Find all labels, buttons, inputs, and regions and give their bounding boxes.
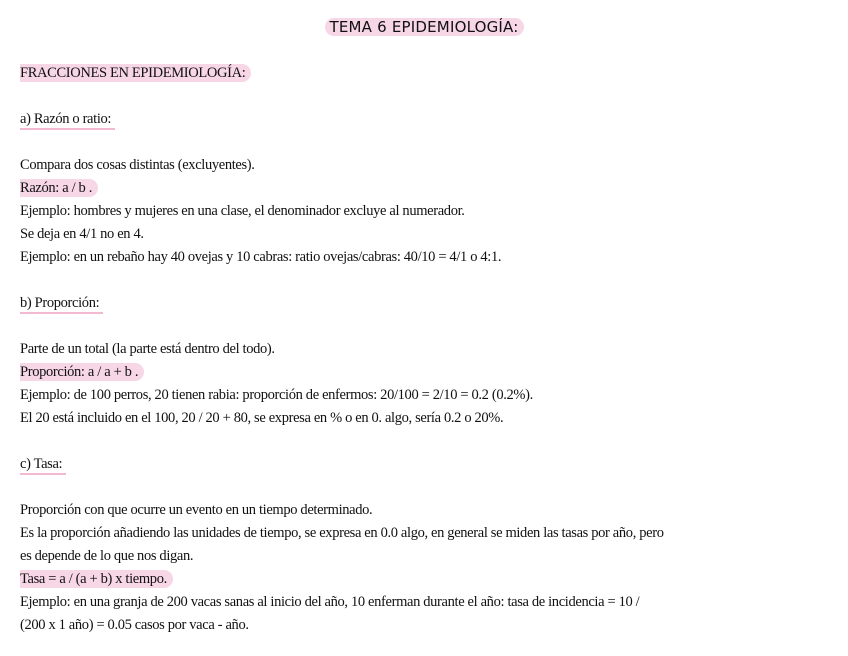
heading-b-row (20, 292, 820, 314)
proporcion-formula-row (20, 361, 820, 383)
heading-proporcion: b) Proporción: (20, 295, 103, 314)
tasa-line-1: Proporción con que ocurre un evento en un tiempo determinado. (20, 502, 373, 518)
page-title: TEMA 6 EPIDEMIOLOGÍA: (325, 18, 524, 36)
tasa-line-6: (200 x 1 año) = 0.05 casos por vaca - año. (20, 617, 249, 633)
razon-formula-row (20, 177, 820, 199)
razon-line-1: Compara dos cosas distintas (excluyentes). (20, 157, 255, 173)
heading-razon: a) Razón o ratio: (20, 111, 115, 130)
tasa-formula: Tasa = a / (a + b) x tiempo. (20, 570, 173, 588)
section-heading-row (20, 62, 820, 84)
proporcion-line-3: Ejemplo: de 100 perros, 20 tienen rabia: proporción de enfermos: 20/100 = 2/10 = 0.2 (0.2%). (20, 387, 533, 403)
tasa-formula-row (20, 568, 820, 590)
page-title-row (0, 16, 848, 38)
section-heading: FRACCIONES EN EPIDEMIOLOGÍA: (20, 64, 251, 82)
tasa-line-3: es depende de lo que nos digan. (20, 548, 194, 564)
heading-tasa: c) Tasa: (20, 456, 66, 475)
proporcion-formula: Proporción: a / a + b . (20, 363, 144, 381)
heading-c-row (20, 453, 820, 475)
heading-a-row (20, 108, 820, 130)
tasa-line-5: Ejemplo: en una granja de 200 vacas sanas al inicio del año, 10 enferman durante el año: tasa de incidencia = 10 / (20, 594, 640, 610)
razon-line-4: Se deja en 4/1 no en 4. (20, 226, 144, 242)
razon-formula: Razón: a / b . (20, 179, 98, 197)
razon-line-5: Ejemplo: en un rebaño hay 40 ovejas y 10 cabras: ratio ovejas/cabras: 40/10 = 4/1 o 4:1. (20, 249, 502, 265)
proporcion-line-4: El 20 está incluido en el 100, 20 / 20 + 80, se expresa en % o en 0. algo, sería 0.2 o 20%. (20, 410, 504, 426)
proporcion-line-1: Parte de un total (la parte está dentro del todo). (20, 341, 275, 357)
tasa-line-2: Es la proporción añadiendo las unidades de tiempo, se expresa en 0.0 algo, en general se miden las tasas por año, pero (20, 525, 664, 541)
razon-line-3: Ejemplo: hombres y mujeres en una clase, el denominador excluye al numerador. (20, 203, 465, 219)
